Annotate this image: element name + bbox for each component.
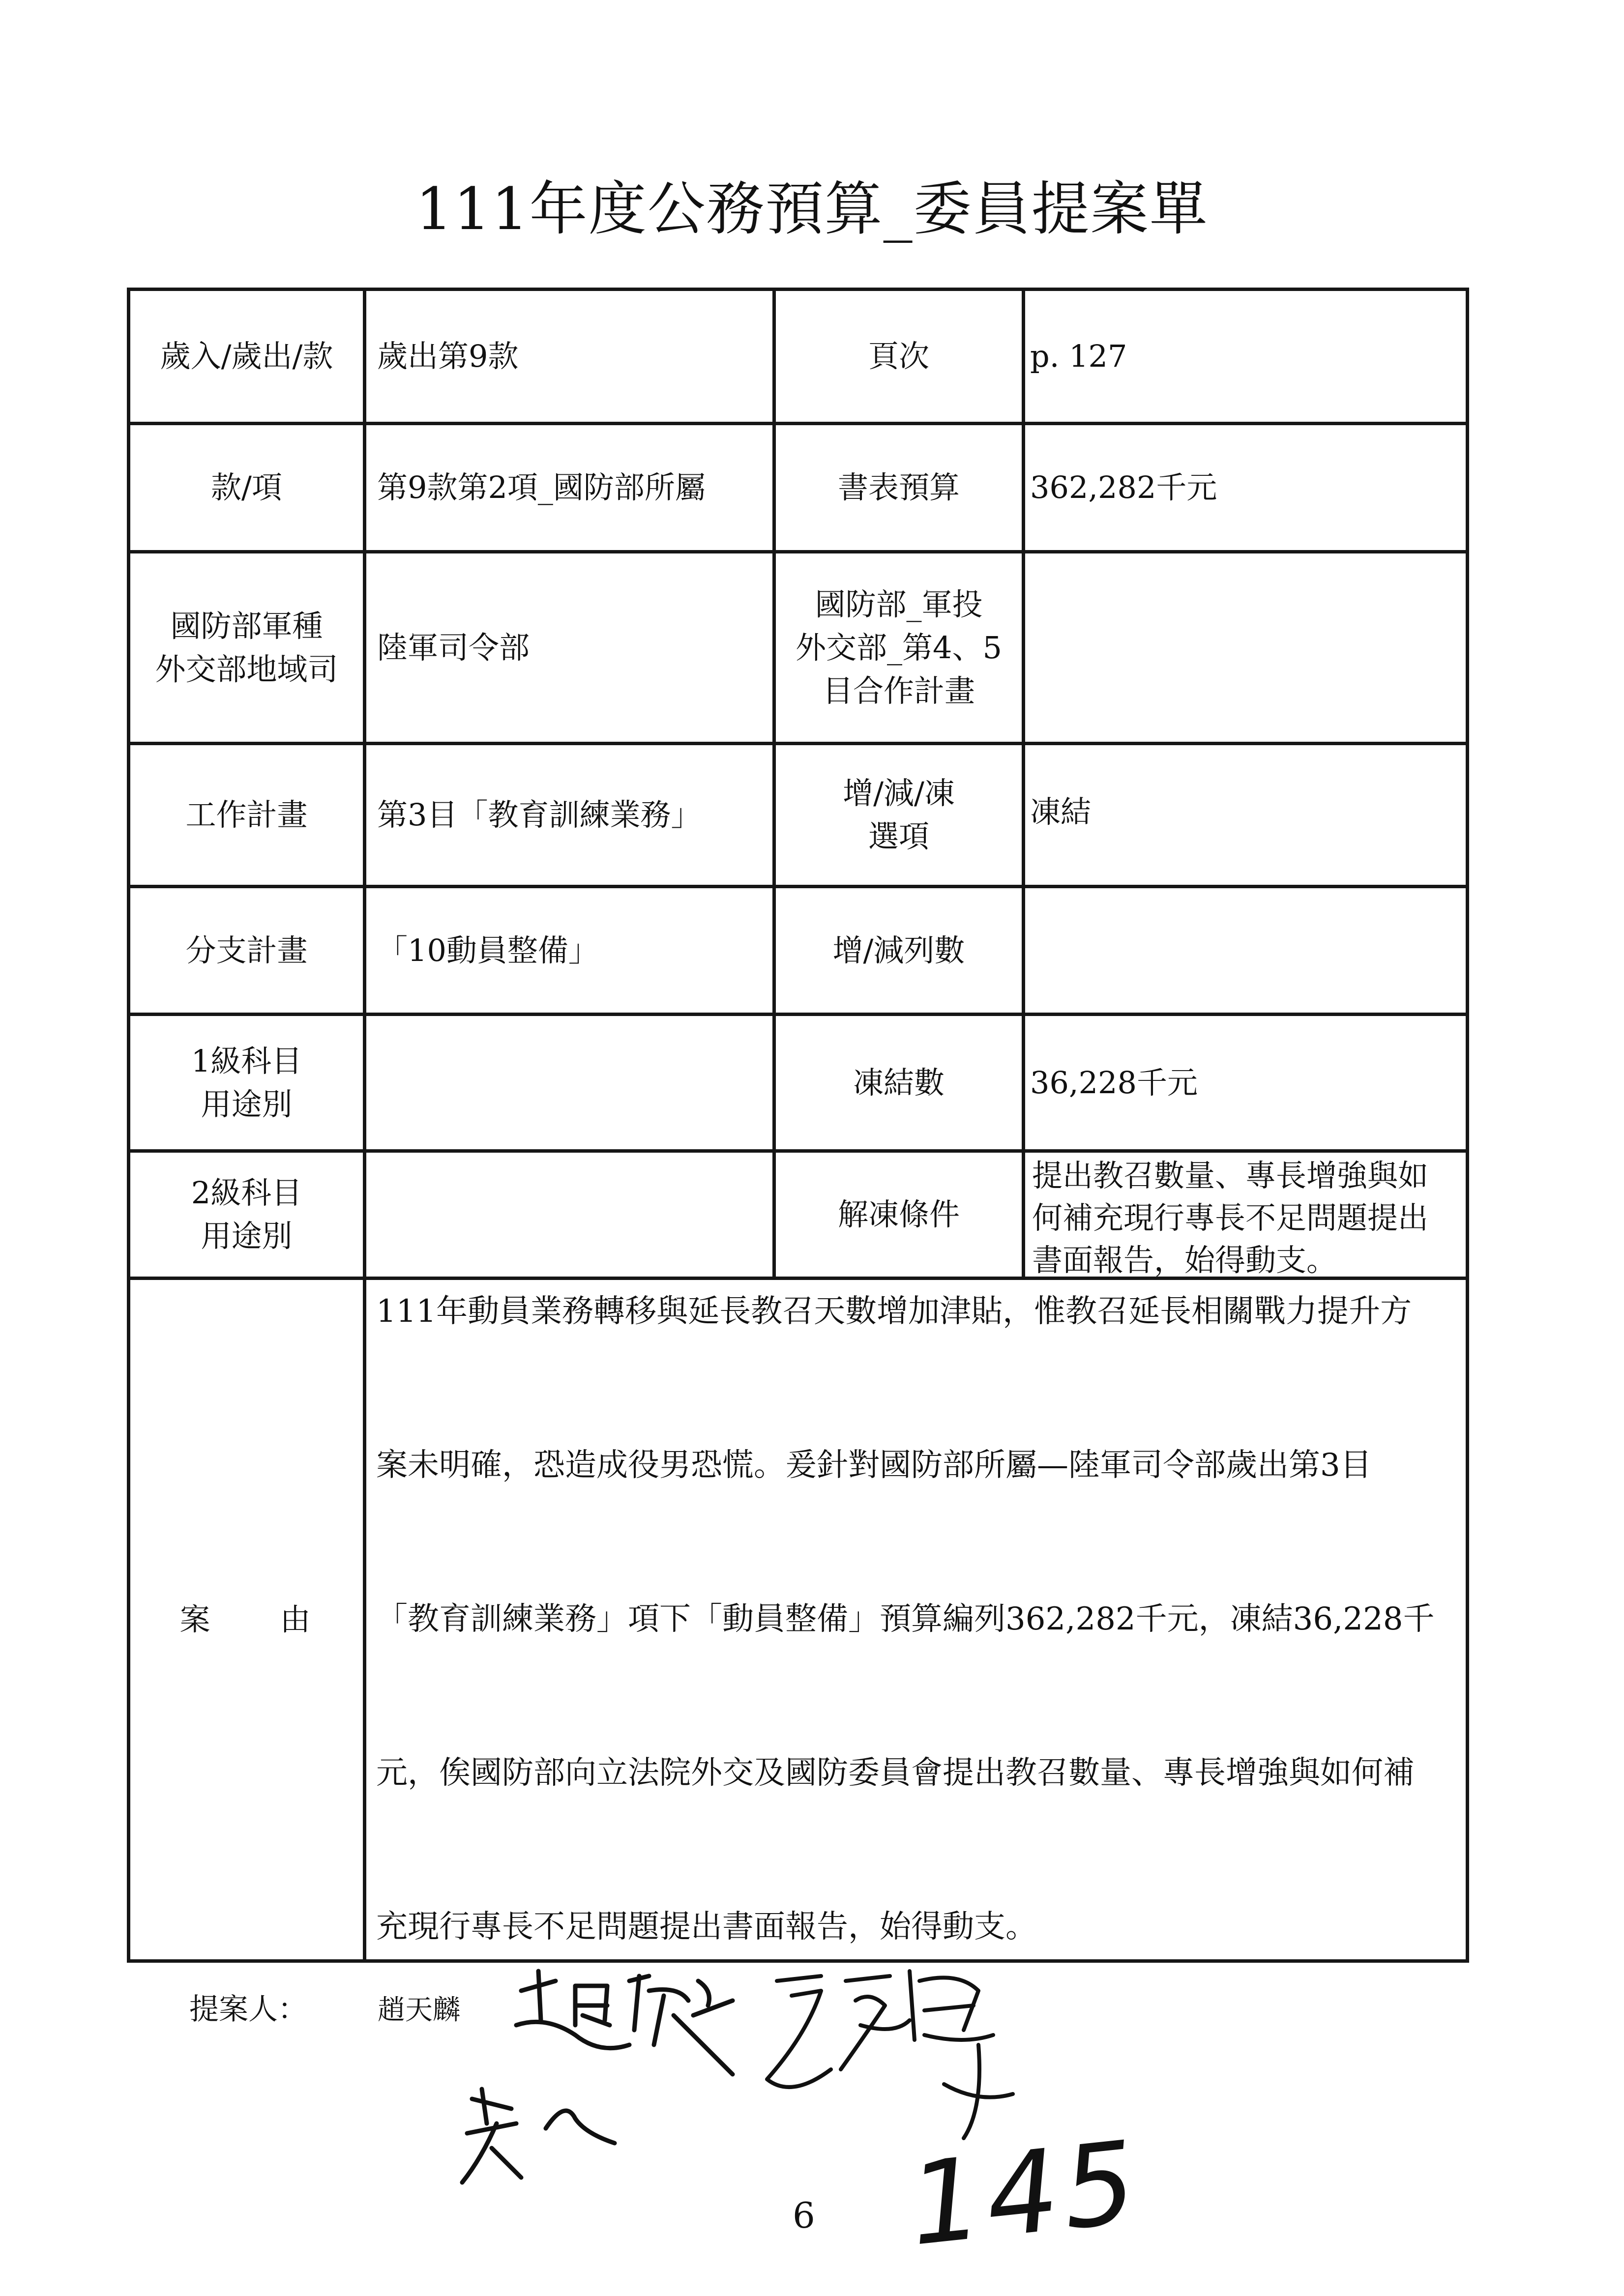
reason-line: 元，俟國防部向立法院外交及國防委員會提出教召數量、專長增強與如何補 [376, 1755, 1415, 1791]
document-title: 111年度公務預算_委員提案單 [415, 175, 1209, 243]
label-cooperation-plan [772, 550, 1025, 745]
value-section-item: 第9款第2項_國防部所屬 [363, 422, 776, 553]
value-level2-subject [363, 1149, 776, 1280]
value-work-plan: 第3目「教育訓練業務」 [363, 742, 776, 888]
value-cooperation-plan [1022, 550, 1469, 745]
value-level1-subject [363, 1013, 776, 1153]
label-work-plan: 工作計畫 [127, 742, 366, 888]
label-line: 2級科目 [191, 1175, 302, 1211]
condition-line: 何補充現行專長不足問題提出 [1032, 1200, 1429, 1236]
condition-line: 提出教召數量、專長增強與如 [1032, 1158, 1429, 1193]
reason-text-box [363, 1277, 1469, 1963]
value-income-expense-section: 歲出第9款 [363, 288, 776, 425]
label-line: 外交部_第4、5 [796, 629, 1002, 666]
condition-line: 書面報告，始得動支。 [1032, 1242, 1337, 1278]
label-line: 外交部地域司 [155, 651, 338, 687]
signature-zhao-icon [502, 1961, 747, 2089]
proposal-form-table [127, 288, 1469, 1963]
page-number: 6 [793, 2195, 815, 2236]
label-line: 1級科目 [191, 1043, 302, 1079]
label-branch-plan: 分支計畫 [127, 885, 366, 1016]
value-branch-plan: 「10動員整備」 [363, 885, 776, 1016]
value-frozen-amount: 36,228千元 [1022, 1013, 1469, 1153]
label-section-item: 款/項 [127, 422, 366, 553]
label-income-expense-section: 歲入/歲出/款 [127, 288, 366, 425]
reason-line: 111年動員業務轉移與延長教召天數增加津貼，惟教召延長相關戰力提升方 [376, 1293, 1412, 1330]
value-adjust-amount [1022, 885, 1469, 1016]
label-line: 用途別 [201, 1086, 293, 1122]
value-unfreeze-condition [1022, 1149, 1469, 1280]
reason-line: 案未明確，恐造成役男恐慌。爰針對國防部所屬—陸軍司令部歲出第3目 [376, 1447, 1372, 1483]
value-adjust-option: 凍結 [1022, 742, 1469, 888]
label-line: 用途別 [201, 1218, 293, 1254]
label-line: 目合作計畫 [822, 672, 975, 709]
label-level2-subject [127, 1149, 366, 1280]
label-military-region [127, 550, 366, 745]
label-adjust-amount: 增/減列數 [772, 885, 1025, 1016]
signature-left-cosigner-icon [452, 2079, 629, 2192]
label-frozen-amount: 凍結數 [772, 1013, 1025, 1153]
label-page: 頁次 [772, 288, 1025, 425]
label-line: 增/減/凍 [843, 775, 955, 811]
label-line: 國防部軍種 [170, 608, 323, 644]
label-reason: 案 由 [127, 1277, 366, 1963]
reason-line: 充現行專長不足問題提出書面報告，始得動支。 [376, 1909, 1037, 1945]
label-level1-subject [127, 1013, 366, 1153]
value-page: p. 127 [1022, 288, 1469, 425]
label-adjust-option [772, 742, 1025, 888]
proposer-label: 提案人： [189, 1992, 307, 2027]
label-line: 選項 [868, 818, 929, 854]
handwritten-number: 145 [903, 2117, 1147, 2271]
label-unfreeze-condition: 解凍條件 [772, 1149, 1025, 1280]
proposer-name: 趙天麟 [378, 1994, 460, 2026]
value-military-region: 陸軍司令部 [363, 550, 776, 745]
label-line: 國防部_軍投 [815, 586, 983, 622]
reason-line: 「教育訓練業務」項下「動員整備」預算編列362,282千元，凍結36,228千 [376, 1601, 1435, 1637]
label-statement-budget: 書表預算 [772, 422, 1025, 553]
value-statement-budget: 362,282千元 [1022, 422, 1469, 553]
